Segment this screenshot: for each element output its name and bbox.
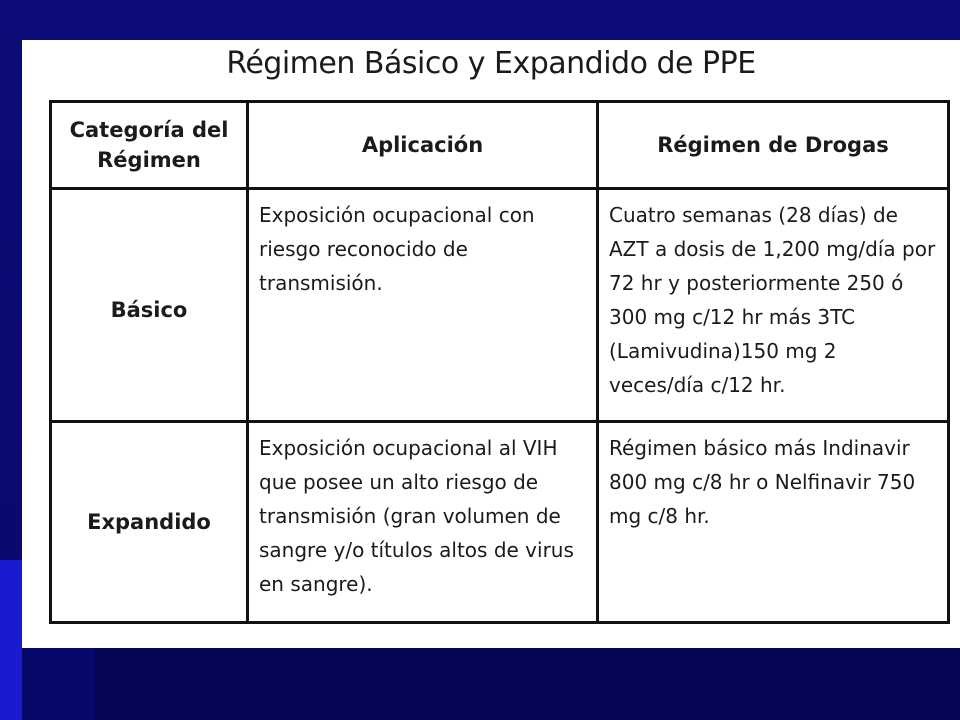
slide-content-panel bbox=[22, 40, 960, 648]
table-header-row bbox=[51, 102, 949, 189]
slide-title: Régimen Básico y Expandido de PPE bbox=[226, 46, 756, 81]
table-row bbox=[51, 189, 949, 422]
header-application: Aplicación bbox=[248, 102, 598, 189]
drug-regimen-cell: Régimen básico más Indinavir 800 mg c/8 hr o Nelfinavir 750 mg c/8 hr. bbox=[598, 422, 949, 623]
table-row bbox=[51, 422, 949, 623]
header-drug-regimen: Régimen de Drogas bbox=[598, 102, 949, 189]
ppe-regimen-table bbox=[49, 100, 950, 624]
application-cell: Exposición ocupacional con riesgo reconocido de transmisión. bbox=[248, 189, 598, 422]
category-cell: Básico bbox=[51, 189, 248, 422]
background-accent-strip bbox=[0, 560, 22, 720]
background-bottom-band bbox=[95, 648, 960, 720]
category-cell: Expandido bbox=[51, 422, 248, 623]
drug-regimen-cell: Cuatro semanas (28 días) de AZT a dosis de 1,200 mg/día por 72 hr y posteriormente 250 ó 300 mg c/12 hr más 3TC (Lamivudina)150 mg 2 veces/día c/12 hr. bbox=[598, 189, 949, 422]
header-category: Categoría del Régimen bbox=[51, 102, 248, 189]
application-cell: Exposición ocupacional al VIH que posee un alto riesgo de transmisión (gran volumen de sangre y/o títulos altos de virus en sangre). bbox=[248, 422, 598, 623]
